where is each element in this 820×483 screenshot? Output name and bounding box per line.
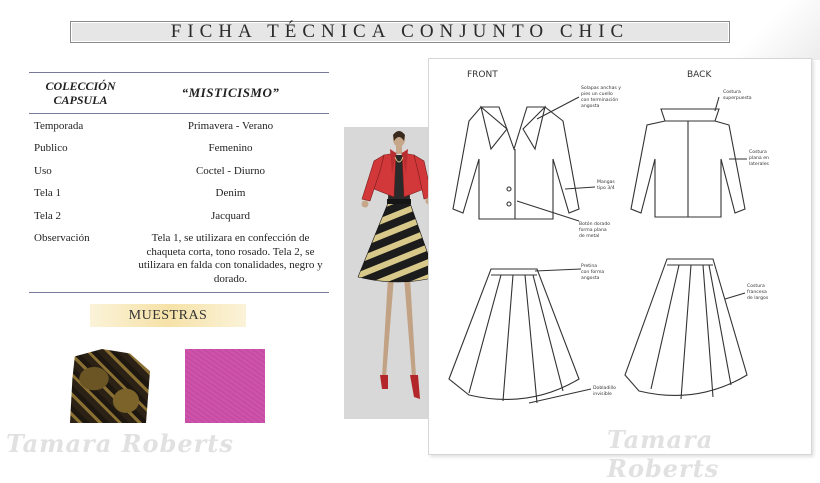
back-label: BACK bbox=[687, 70, 712, 80]
note-superpuesta-2: superpuesta bbox=[723, 96, 752, 101]
note-solapa-2: pies un cuello bbox=[581, 92, 613, 97]
jacquard-swatch bbox=[70, 349, 150, 423]
note-francesa-3: de largos bbox=[747, 296, 769, 301]
table-row bbox=[29, 187, 329, 210]
collection-header-line2: CAPSULA bbox=[53, 93, 108, 107]
row-key: Tela 1 bbox=[34, 187, 62, 199]
front-label: FRONT bbox=[467, 70, 498, 80]
row-key: Temporada bbox=[34, 120, 84, 132]
technical-flats bbox=[429, 59, 813, 456]
note-solapa-4: angosta bbox=[581, 104, 600, 109]
collection-header-line1: COLECCIÓN bbox=[45, 79, 116, 93]
note-solapa-1: Solapas anchas y bbox=[581, 86, 621, 91]
note-pretina-2: con forma bbox=[581, 270, 605, 275]
collection-header bbox=[29, 79, 132, 107]
note-pretina-3: angosta bbox=[581, 276, 600, 281]
samples-label: MUESTRAS bbox=[90, 304, 246, 327]
row-value: Denim bbox=[215, 187, 246, 199]
note-superpuesta-1: Costura bbox=[723, 90, 741, 95]
note-francesa-2: francesa bbox=[747, 290, 767, 295]
row-value: Femenino bbox=[208, 142, 253, 154]
note-lateral-2: plana en bbox=[749, 156, 769, 161]
collection-name: “MISTICISMO” bbox=[181, 85, 280, 100]
table-row bbox=[29, 232, 329, 292]
corner-shade bbox=[730, 0, 820, 60]
note-dobladillo-1: Dobladillo bbox=[593, 386, 616, 391]
technical-sketch-panel bbox=[428, 58, 812, 455]
denim-swatch bbox=[185, 349, 265, 423]
table-row bbox=[29, 165, 329, 188]
note-mangas-1: Mangas bbox=[597, 180, 615, 185]
title-bar bbox=[70, 21, 730, 43]
row-key: Observación bbox=[34, 232, 90, 244]
note-lateral-1: Costura bbox=[749, 150, 767, 155]
spec-table bbox=[29, 72, 329, 293]
table-row bbox=[29, 210, 329, 233]
table-bottom-rule bbox=[29, 292, 329, 293]
note-boton-1: Botón dorado bbox=[579, 222, 611, 227]
table-header-rule bbox=[29, 113, 329, 114]
note-lateral-3: laterales bbox=[749, 162, 769, 167]
watermark-right: Tamara Roberts bbox=[607, 425, 720, 483]
note-mangas-2: tipo 3/4 bbox=[597, 186, 615, 191]
row-value: Tela 1, se utilizara en confección de chaqueta corta, tono rosado. Tela 2, se utilizara en falda con tonalidades, negro y dorado. bbox=[138, 232, 323, 285]
note-boton-2: forma plana bbox=[579, 228, 607, 233]
row-key: Tela 2 bbox=[34, 209, 62, 222]
table-header bbox=[29, 73, 329, 113]
table-row bbox=[29, 142, 329, 165]
note-solapa-3: con terminación bbox=[581, 98, 619, 103]
table-row bbox=[29, 120, 329, 142]
note-pretina-1: Pretina bbox=[581, 264, 598, 269]
row-key: Uso bbox=[34, 164, 52, 177]
row-value: Primavera - Verano bbox=[187, 120, 274, 132]
note-boton-3: de metal bbox=[579, 234, 600, 239]
watermark-left: Tamara Roberts bbox=[6, 429, 234, 458]
row-key: Publico bbox=[34, 142, 68, 154]
note-francesa-1: Costura bbox=[747, 284, 765, 289]
note-dobladillo-2: invisible bbox=[593, 392, 612, 397]
row-value: Coctel - Diurno bbox=[195, 164, 266, 177]
row-value: Jacquard bbox=[210, 209, 251, 222]
page-title: FICHA TÉCNICA CONJUNTO CHIC bbox=[170, 21, 630, 42]
